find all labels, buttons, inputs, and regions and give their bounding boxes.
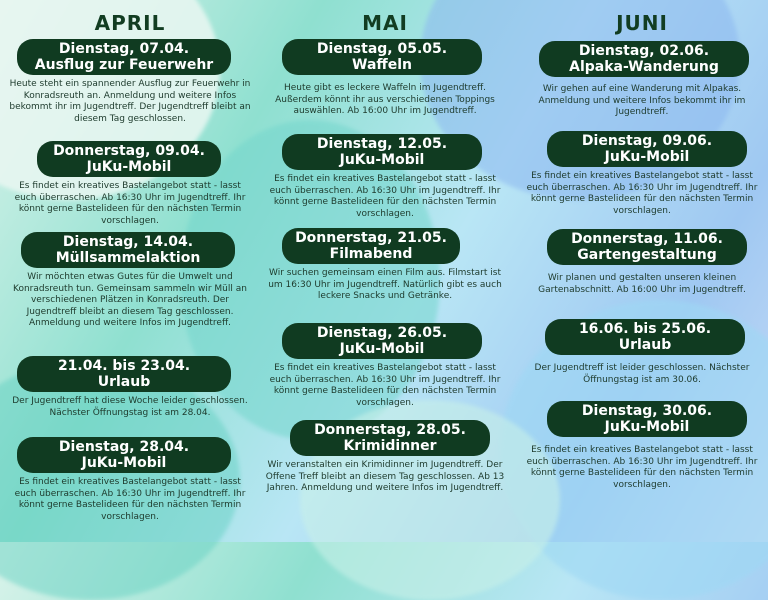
event-title-pill <box>547 401 747 437</box>
event-title: Krimidinner <box>343 438 437 454</box>
event-title: JuKu-Mobil <box>604 149 690 165</box>
event-title: JuKu-Mobil <box>339 152 425 168</box>
event-description: Wir möchten etwas Gutes für die Umwelt und Konradsreuth tun. Gemeinsam sammeln wir Müll an verschiedenen Plätzen in Konradsreuth. Der Jugendtreff bleibt an diesem Tag geschlossen. Anmeldung und weitere Infos im Jugendtreff. <box>13 272 247 328</box>
event-date: Dienstag, 26.05. <box>316 325 448 341</box>
event-card <box>260 323 510 409</box>
event-title-pill <box>17 356 231 392</box>
event-date: Donnerstag, 09.04. <box>53 143 205 159</box>
event-title: JuKu-Mobil <box>339 341 425 357</box>
event-date: Dienstag, 12.05. <box>316 136 448 152</box>
event-title: JuKu-Mobil <box>604 419 690 435</box>
event-card <box>5 232 255 330</box>
event-title-pill <box>17 437 231 473</box>
event-description: Es findet ein kreatives Bastelangebot statt - lasst euch überraschen. Ab 16:30 Uhr im Jugendtreff. Ihr könnt gerne Bastelideen für den nächsten Termin vorschlagen. <box>526 445 758 490</box>
event-date: Dienstag, 02.06. <box>578 43 710 59</box>
event-date: Dienstag, 05.05. <box>316 41 448 57</box>
event-date: Dienstag, 07.04. <box>58 41 190 57</box>
event-title: Gartengestaltung <box>577 247 717 263</box>
event-title-pill <box>545 319 745 355</box>
event-card <box>260 134 510 220</box>
event-title-pill <box>290 420 490 456</box>
event-date: Dienstag, 30.06. <box>581 403 713 419</box>
event-title: Filmabend <box>329 246 413 262</box>
event-date: Donnerstag, 28.05. <box>314 422 466 438</box>
event-description: Es findet ein kreatives Bastelangebot statt - lasst euch überraschen. Ab 16:30 Uhr im Jugendtreff. Ihr könnt gerne Bastelideen für den nächsten Termin vorschlagen. <box>269 174 501 219</box>
event-description: Es findet ein kreatives Bastelangebot statt - lasst euch überraschen. Ab 16:30 Uhr im Jugendtreff. Ihr könnt gerne Bastelideen für den nächsten Termin vorschlagen. <box>269 363 501 408</box>
event-date: Donnerstag, 21.05. <box>295 230 447 246</box>
event-title: Urlaub <box>97 374 151 390</box>
event-card <box>260 228 510 303</box>
event-title: Ausflug zur Feuerwehr <box>34 57 214 73</box>
event-description: Wir suchen gemeinsam einen Film aus. Filmstart ist um 16:30 Uhr im Jugendtreff. Natürlich gibt es auch leckere Snacks und Getränke. <box>268 268 502 301</box>
event-date: Dienstag, 28.04. <box>58 439 190 455</box>
event-title-pill <box>547 229 747 265</box>
event-card <box>517 319 767 386</box>
event-title-pill <box>539 41 749 77</box>
event-date: 21.04. bis 23.04. <box>57 358 191 374</box>
event-title-pill <box>547 131 747 167</box>
event-card <box>517 41 767 119</box>
month-heading: JUNI <box>616 11 668 35</box>
event-title: JuKu-Mobil <box>86 159 172 175</box>
event-card <box>5 39 255 125</box>
event-title: Urlaub <box>618 337 672 353</box>
event-description: Wir gehen auf eine Wanderung mit Alpakas. Anmeldung und weitere Infos bekommt ihr im Jugendtreff. <box>538 84 746 117</box>
event-description: Wir veranstalten ein Krimidinner im Jugendtreff. Der Offene Treff bleibt an diesem Tag geschlossen. Ab 13 Jahren. Anmeldung und weitere Infos im Jugendtreff. <box>265 460 505 493</box>
event-card <box>5 141 255 227</box>
event-description: Der Jugendtreff hat diese Woche leider geschlossen. Nächster Öffnungstag ist am 28.04. <box>12 396 248 418</box>
event-title-pill <box>282 323 482 359</box>
event-date: Dienstag, 14.04. <box>62 234 194 250</box>
event-description: Es findet ein kreatives Bastelangebot statt - lasst euch überraschen. Ab 16:30 Uhr im Jugendtreff. Ihr könnt gerne Bastelideen für den nächsten Termin vorschlagen. <box>14 477 246 522</box>
event-title-pill <box>17 39 231 75</box>
event-card <box>260 39 510 118</box>
event-description: Der Jugendtreff ist leider geschlossen. Nächster Öffnungstag ist am 30.06. <box>534 363 750 385</box>
event-title-pill <box>282 39 482 75</box>
event-description: Es findet ein kreatives Bastelangebot statt - lasst euch überraschen. Ab 16:30 Uhr im Jugendtreff. Ihr könnt gerne Bastelideen für den nächsten Termin vorschlagen. <box>14 181 246 226</box>
event-title-pill <box>37 141 221 177</box>
event-title: Müllsammelaktion <box>55 250 201 266</box>
event-card <box>5 437 255 523</box>
event-card <box>517 401 767 491</box>
event-title-pill <box>282 134 482 170</box>
event-card <box>517 131 767 217</box>
event-card <box>517 229 767 296</box>
column-april <box>5 0 255 542</box>
event-title: JuKu-Mobil <box>81 455 167 471</box>
column-mai <box>260 0 510 542</box>
event-card <box>5 356 255 419</box>
event-title: Alpaka-Wanderung <box>569 59 719 75</box>
event-description: Es findet ein kreatives Bastelangebot statt - lasst euch überraschen. Ab 16:30 Uhr im Jugendtreff. Ihr könnt gerne Bastelideen für den nächsten Termin vorschlagen. <box>526 171 758 216</box>
column-juni <box>517 0 767 542</box>
event-title: Waffeln <box>352 57 412 73</box>
event-card <box>260 420 510 495</box>
event-description: Heute gibt es leckere Waffeln im Jugendtreff. Außerdem könnt ihr aus verschiedenen Toppings auswählen. Ab 16:00 Uhr im Jugendtreff. <box>275 83 495 116</box>
event-description: Wir planen und gestalten unseren kleinen Gartenabschnitt. Ab 16:00 Uhr im Jugendtreff. <box>538 273 746 295</box>
event-date: Dienstag, 09.06. <box>581 133 713 149</box>
event-title-pill <box>21 232 235 268</box>
event-date: Donnerstag, 11.06. <box>571 231 723 247</box>
month-heading: MAI <box>362 11 408 35</box>
event-date: 16.06. bis 25.06. <box>578 321 712 337</box>
event-title-pill <box>282 228 460 264</box>
month-heading: APRIL <box>94 11 166 35</box>
event-description: Heute steht ein spannender Ausflug zur Feuerwehr in Konradsreuth an. Anmeldung und weitere Infos bekommt ihr im Jugendtreff. Der Jugendtreff bleibt an diesem Tag geschlossen. <box>9 79 251 124</box>
